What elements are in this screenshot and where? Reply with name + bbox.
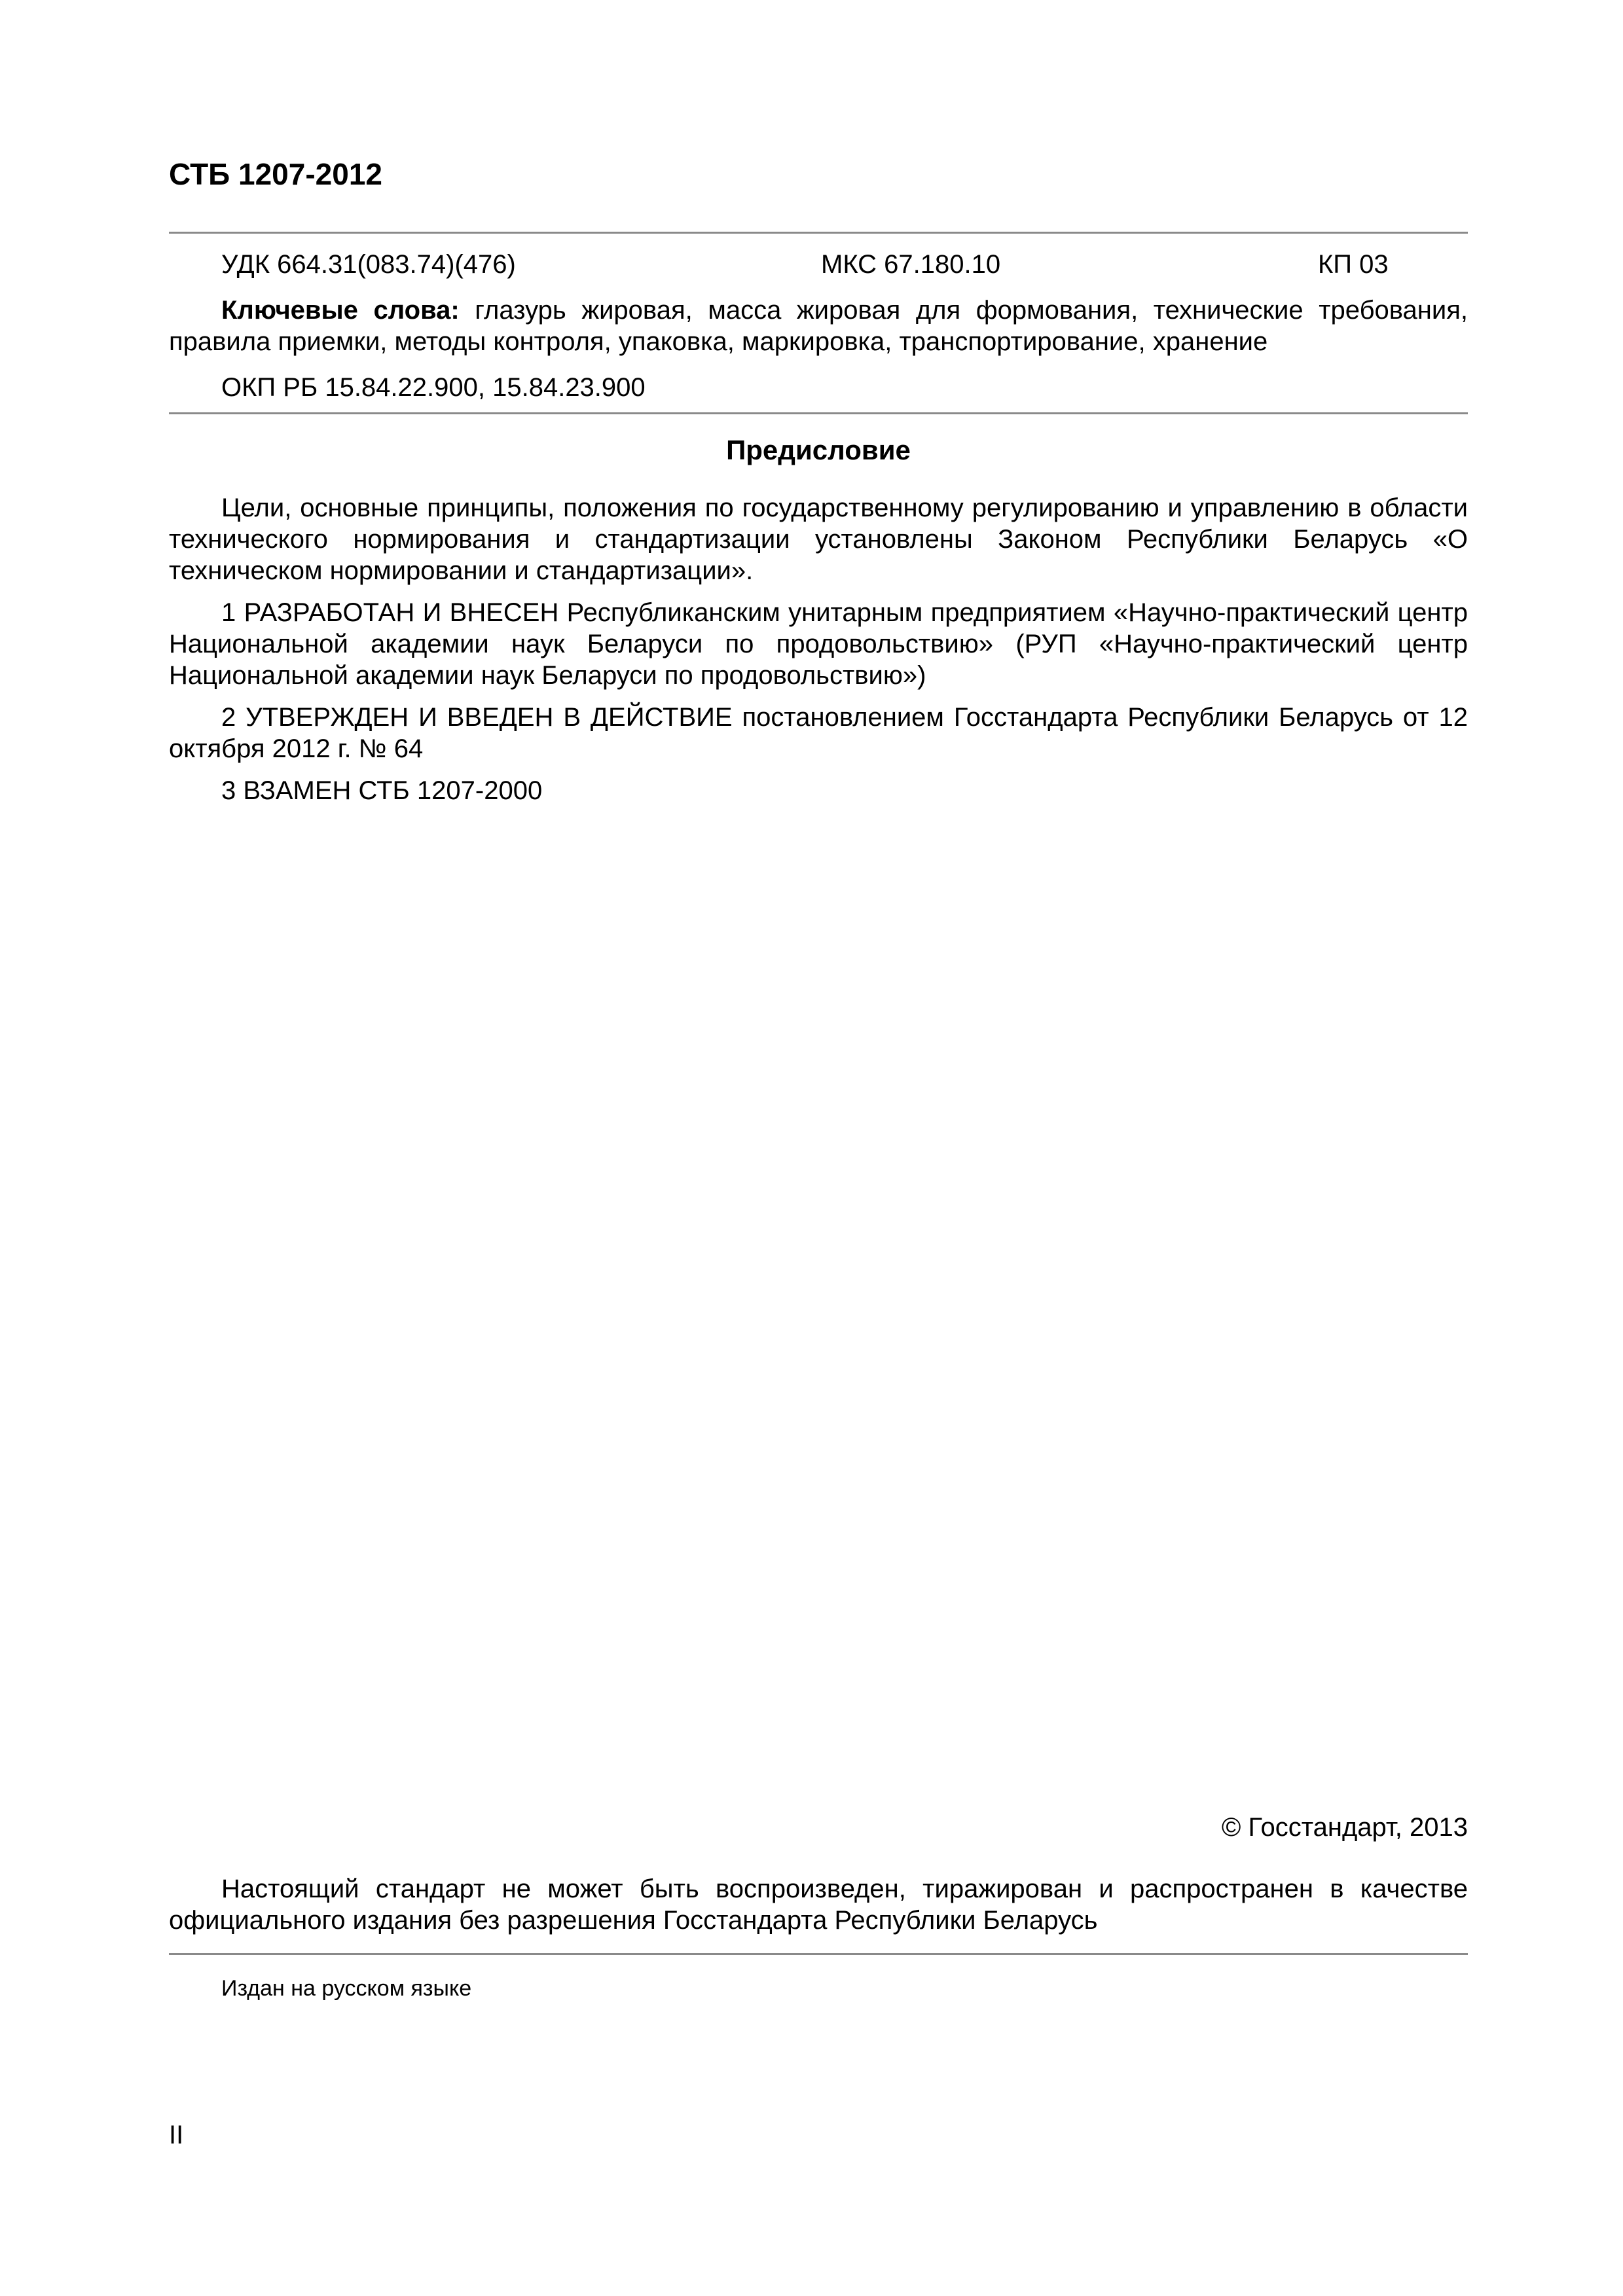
foreword-item-2: 2 УТВЕРЖДЕН И ВВЕДЕН В ДЕЙСТВИЕ постановлением Госстандарта Республики Беларусь от 12 октября 2012 г. № 64	[169, 703, 1468, 763]
classification-row	[0, 247, 1623, 281]
top-divider	[169, 232, 1468, 234]
keywords-label: Ключевые слова:	[221, 296, 460, 325]
foreword-intro: Цели, основные принципы, положения по государственному регулированию и управлению в области технического нормирования и стандартизации установлены Законом Республики Беларусь «О техническом нормировании и стандартизации».	[169, 493, 1468, 585]
keywords-text: глазурь жировая, масса жировая для формования, технические требования, правила приемки, методы контроля, упаковка, маркировка, транспортирование, хранение	[169, 296, 1468, 356]
copyright-notice: © Госстандарт, 2013	[1221, 1813, 1468, 1842]
udk-code: УДК 664.31(083.74)(476)	[221, 250, 516, 279]
meta-divider	[169, 412, 1468, 414]
foreword-item-3: 3 ВЗАМЕН СТБ 1207-2000	[221, 776, 543, 805]
page-number: II	[169, 2121, 184, 2149]
reproduction-notice: Настоящий стандарт не может быть воспроизведен, тиражирован и распространен в качестве официального издания без разрешения Госстандарта Республики Беларусь	[169, 1874, 1468, 1935]
document-code: СТБ 1207-2012	[169, 157, 382, 191]
language-note: Издан на русском языке	[221, 1976, 472, 2001]
mks-code: МКС 67.180.10	[821, 250, 1001, 279]
kp-code: КП 03	[1318, 250, 1389, 279]
footer-divider	[169, 1953, 1468, 1955]
foreword-title: Предисловие	[726, 435, 911, 465]
keywords-paragraph	[169, 295, 1468, 357]
foreword-item-1: 1 РАЗРАБОТАН И ВНЕСЕН Республиканским унитарным предприятием «Научно-практический центр Национальной академии наук Беларуси по продовольствию» (РУП «Научно-практический центр Национальной академии наук Беларуси по продовольствию»)	[169, 598, 1468, 690]
okp-codes: ОКП РБ 15.84.22.900, 15.84.23.900	[221, 373, 646, 402]
